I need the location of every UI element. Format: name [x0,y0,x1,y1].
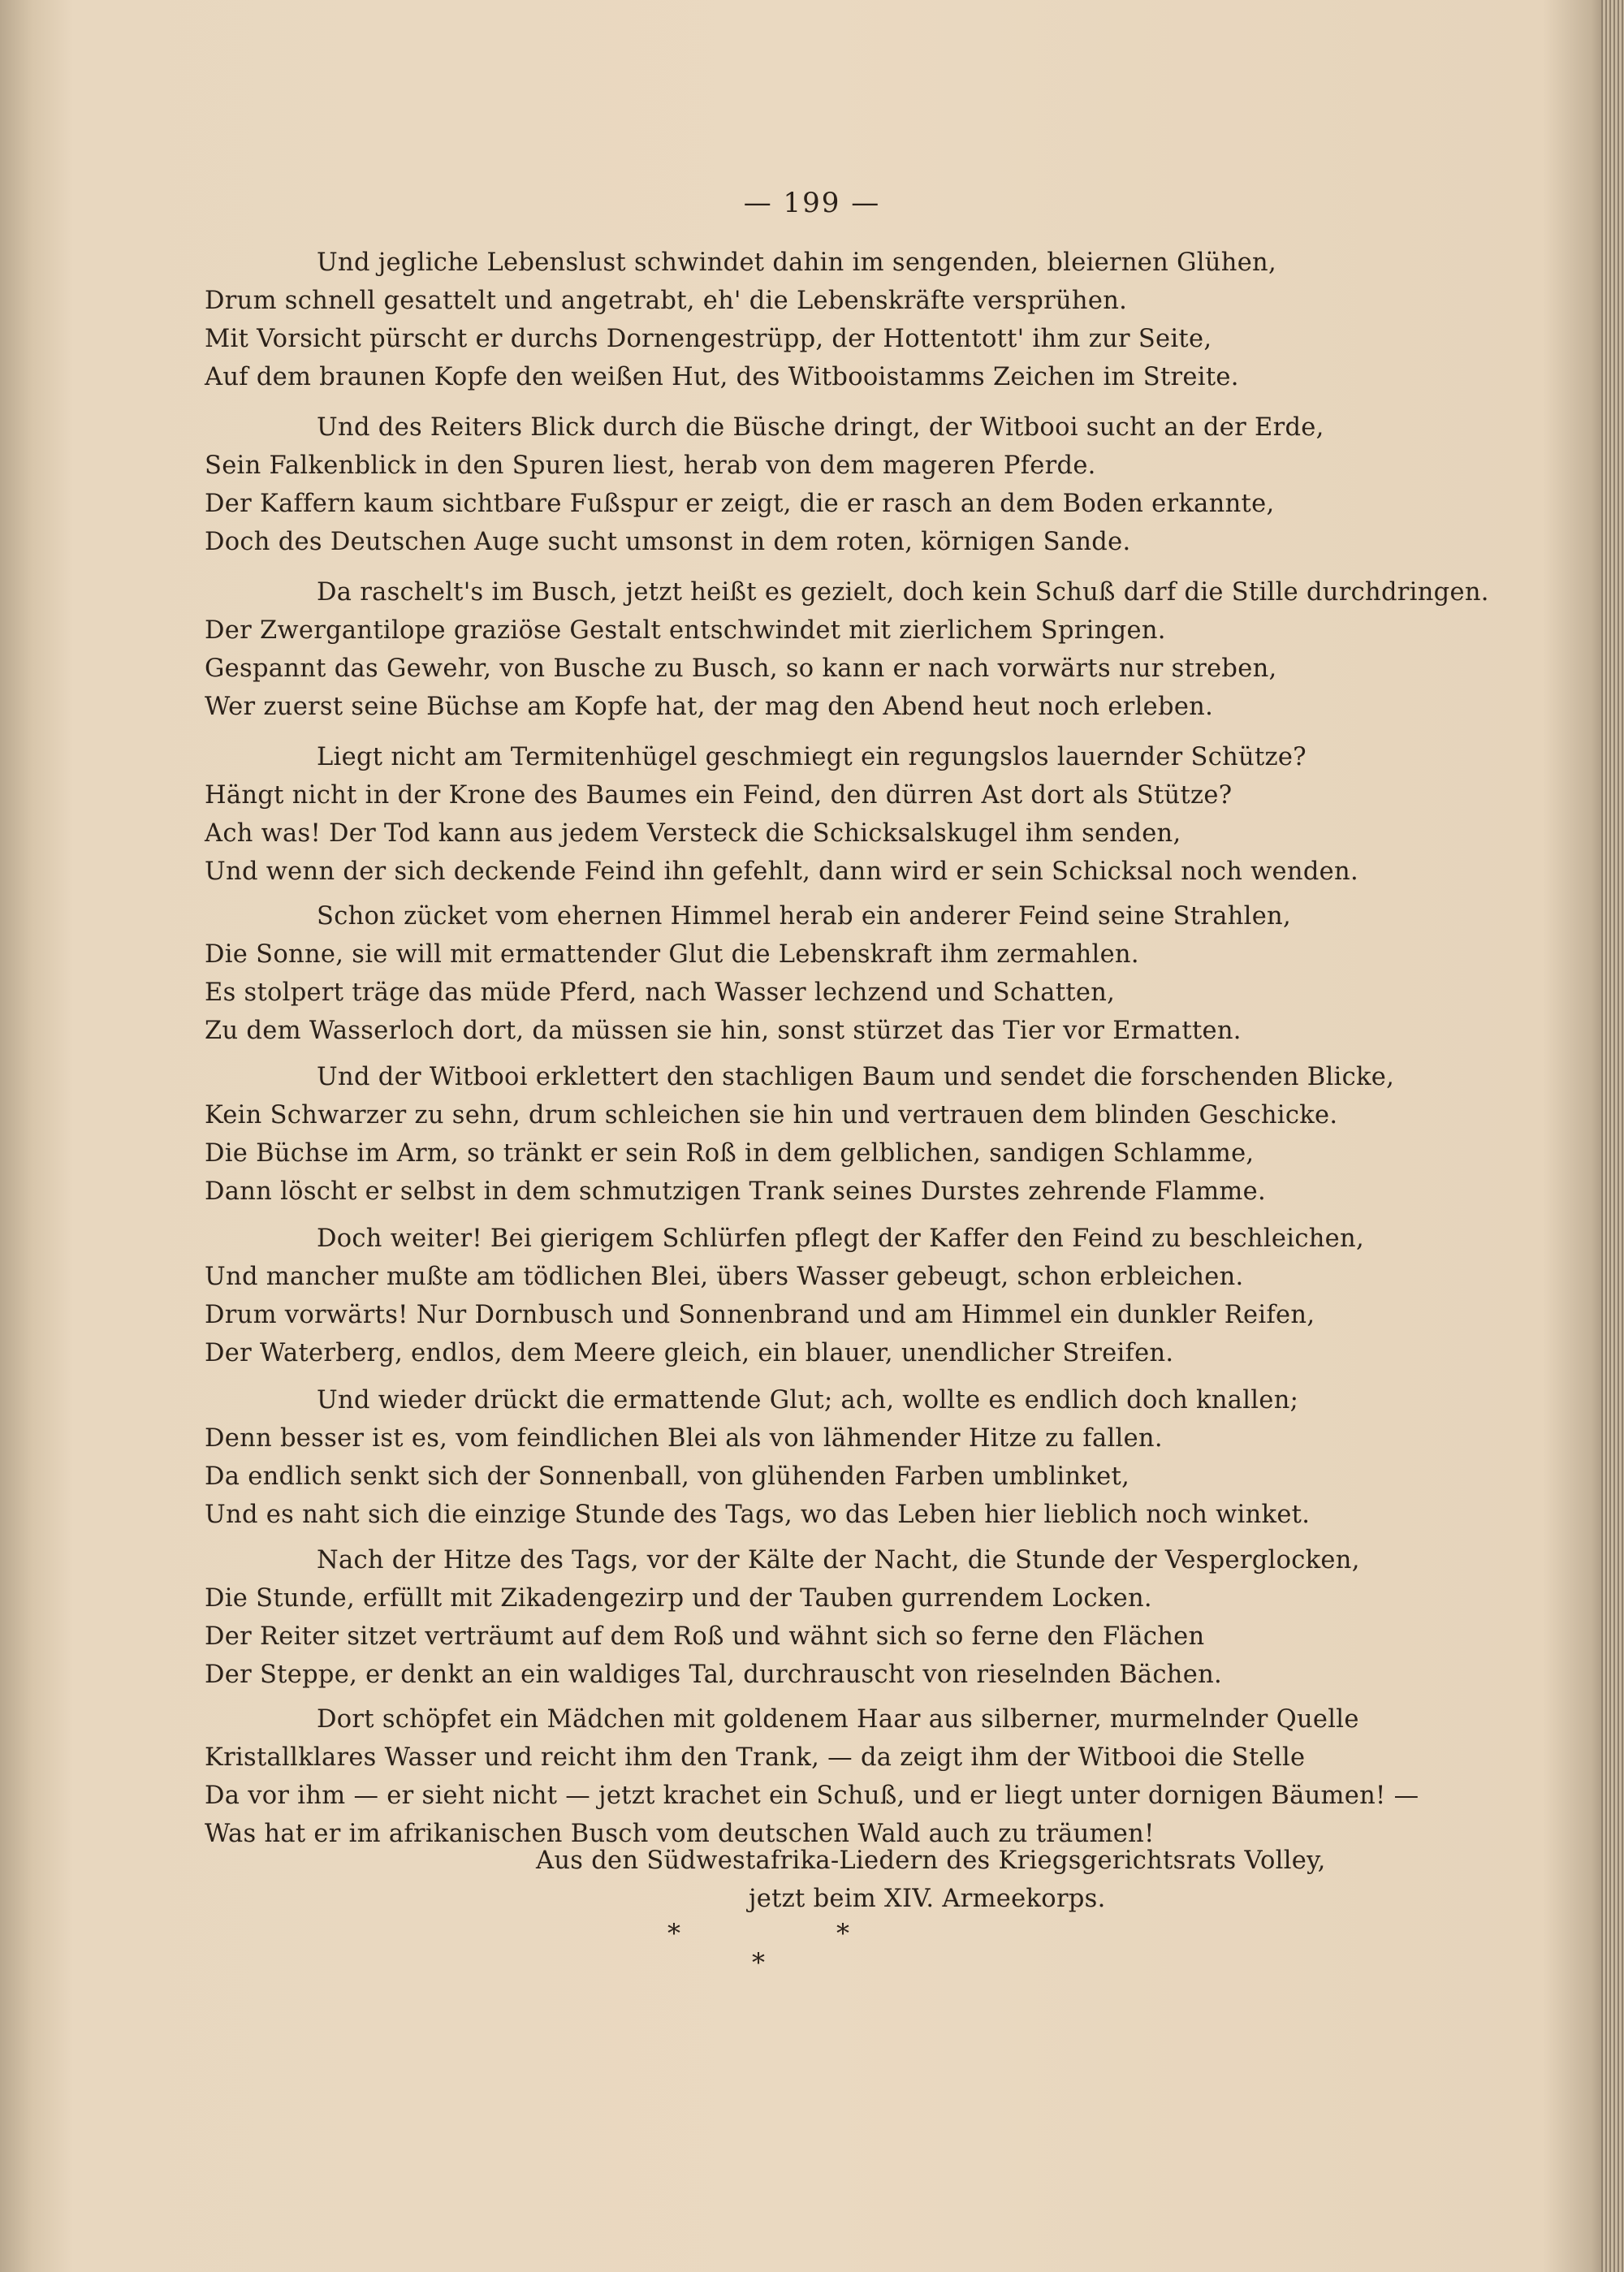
poem-line: Der Reiter sitzet verträumt auf dem Roß und wähnt sich so ferne den Flächen [205,1622,1205,1651]
poem-line: Und wieder drückt die ermattende Glut; ach, wollte es endlich doch knallen; [317,1386,1299,1415]
poem-line: Dort schöpfet ein Mädchen mit goldenem Haar aus silberner, murmelnder Quelle [317,1705,1359,1734]
poem-line: Drum schnell gesattelt und angetrabt, eh' die Lebenskräfte versprühen. [205,287,1128,315]
stanza [205,573,1489,726]
poem-line: Die Büchse im Arm, so tränkt er sein Roß in dem gelblichen, sandigen Schlamme, [205,1139,1255,1168]
page-number: — 199 — [743,187,881,219]
poem-line: Nach der Hitze des Tags, vor der Kälte der Nacht, die Stunde der Vesperglocken, [317,1546,1360,1574]
poem-line: Da vor ihm — er sieht nicht — jetzt krachet ein Schuß, und er liegt unter dornigen Bäumen! — [205,1782,1419,1810]
attribution-line: Aus den Südwestafrika-Liedern des Kriegsgerichtsrats Volley, [536,1847,1326,1875]
poem-line: Und es naht sich die einzige Stunde des Tags, wo das Leben hier lieblich noch winket. [205,1501,1311,1529]
poem-line: Doch weiter! Bei gierigem Schlürfen pflegt der Kaffer den Feind zu beschleichen, [317,1225,1364,1253]
poem-line: Was hat er im afrikanischen Busch vom deutschen Wald auch zu träumen! [205,1820,1155,1848]
asterism [0,1918,1624,1983]
poem-line: Ach was! Der Tod kann aus jedem Versteck die Schicksalskugel ihm senden, [205,819,1181,848]
poem-line: Da endlich senkt sich der Sonnenball, von glühenden Farben umblinket, [205,1462,1130,1491]
poem-line: Und mancher mußte am tödlichen Blei, übers Wasser gebeugt, schon erbleichen. [205,1263,1244,1291]
stanza [205,1700,1419,1853]
poem-line: Gespannt das Gewehr, von Busche zu Busch, so kann er nach vorwärts nur streben, [205,654,1277,683]
stanza [205,1541,1360,1694]
stanza [205,738,1358,891]
poem-line: Der Kaffern kaum sichtbare Fußspur er zeigt, die er rasch an dem Boden erkannte, [205,490,1275,518]
poem-line: Kristallklares Wasser und reicht ihm den Trank, — da zeigt ihm der Witbooi die Stelle [205,1743,1306,1772]
attribution [536,1842,1326,1918]
poem-line: Und jegliche Lebenslust schwindet dahin im sengenden, bleiernen Glühen, [317,248,1276,277]
poem-line: Wer zuerst seine Büchse am Kopfe hat, der mag den Abend heut noch erleben. [205,693,1214,721]
poem-line: Es stolpert träge das müde Pferd, nach Wasser lechzend und Schatten, [205,978,1116,1007]
stanza [205,244,1276,396]
poem-line: Und der Witbooi erklettert den stachligen Baum und sendet die forschenden Blicke, [317,1063,1395,1091]
stanza [205,1058,1394,1211]
poem-line: Die Sonne, sie will mit ermattender Glut die Lebenskraft ihm zermahlen. [205,940,1139,969]
poem-line: Der Steppe, er denkt an ein waldiges Tal, durchrauscht von rieselnden Bächen. [205,1661,1223,1689]
poem-line: Hängt nicht in der Krone des Baumes ein Feind, den dürren Ast dort als Stütze? [205,781,1233,810]
stanza [205,1381,1310,1534]
poem-line: Schon zücket vom ehernen Himmel herab ein anderer Feind seine Strahlen, [317,902,1291,931]
poem-line: Und des Reiters Blick durch die Büsche dringt, der Witbooi sucht an der Erde, [317,413,1324,442]
asterism-star: * [667,1918,680,1949]
stanza [205,897,1291,1050]
stanza [205,1220,1364,1372]
poem-line: Kein Schwarzer zu sehn, drum schleichen sie hin und vertrauen dem blinden Geschicke. [205,1101,1338,1130]
poem-line: Liegt nicht am Termitenhügel geschmiegt ein regungslos lauernder Schütze? [317,743,1307,771]
poem-line: Der Zwergantilope graziöse Gestalt entschwindet mit zierlichem Springen. [205,616,1166,645]
poem-line: Dann löscht er selbst in dem schmutzigen Trank seines Durstes zehrende Flamme. [205,1177,1266,1206]
poem-line: Der Waterberg, endlos, dem Meere gleich, ein blauer, unendlicher Streifen. [205,1339,1174,1367]
poem-line: Sein Falkenblick in den Spuren liest, herab von dem mageren Pferde. [205,451,1096,480]
poem-line: Die Stunde, erfüllt mit Zikadengezirp und der Tauben gurrendem Locken. [205,1584,1152,1613]
poem-line: Auf dem braunen Kopfe den weißen Hut, des Witbooistamms Zeichen im Streite. [205,363,1239,391]
poem-line: Und wenn der sich deckende Feind ihn gefehlt, dann wird er sein Schicksal noch wenden. [205,857,1358,886]
asterism-star: * [836,1918,849,1949]
stanza [205,408,1324,561]
poem-line: Da raschelt's im Busch, jetzt heißt es gezielt, doch kein Schuß darf die Stille durchdringen. [317,578,1489,607]
poem-line: Drum vorwärts! Nur Dornbusch und Sonnenbrand und am Himmel ein dunkler Reifen, [205,1301,1315,1329]
attribution-line: jetzt beim XIV. Armeekorps. [749,1885,1106,1913]
asterism-star: * [752,1947,765,1978]
poem-line: Mit Vorsicht pürscht er durchs Dornengestrüpp, der Hottentott' ihm zur Seite, [205,325,1212,353]
poem-line: Zu dem Wasserloch dort, da müssen sie hin, sonst stürzet das Tier vor Ermatten. [205,1017,1242,1045]
poem-line: Denn besser ist es, vom feindlichen Blei als von lähmender Hitze zu fallen. [205,1424,1163,1453]
poem-line: Doch des Deutschen Auge sucht umsonst in dem roten, körnigen Sande. [205,528,1131,556]
